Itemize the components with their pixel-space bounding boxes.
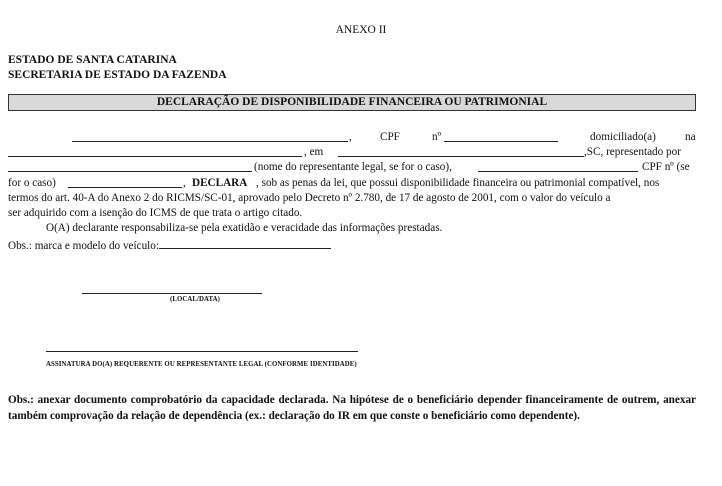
form-title: DECLARAÇÃO DE DISPONIBILIDADE FINANCEIRA OU PATRIMONIAL [8, 94, 696, 111]
signature-line[interactable] [46, 351, 358, 352]
city-field[interactable] [338, 146, 584, 157]
state-header: ESTADO DE SANTA CATARINA [8, 54, 177, 66]
declaration-line-6: ser adquirido com a isenção do ICMS de que trata o artigo citado. [8, 207, 303, 219]
em-label: , em [304, 146, 324, 158]
representative-cpf-field[interactable] [478, 161, 638, 172]
annex-title: ANEXO II [335, 24, 387, 36]
department-header: SECRETARIA DE ESTADO DA FAZENDA [8, 69, 227, 81]
declaration-text: , sob as penas da lei, que possui disponibilidade financeira ou patrimonial compatível, nos [256, 177, 660, 189]
cpf-label: CPF [380, 131, 400, 143]
footer-note: Obs.: anexar documento comprobatório da capacidade declarada. Na hipótese de o beneficiário depender financeiramente de outrem, anexar também comprovação da relação de dependência (ex.: declaração do IR em que conste o beneficiário como dependente). [8, 394, 696, 422]
signature-label: ASSINATURA DO(A) REQUERENTE OU REPRESENTANTE LEGAL (CONFORME IDENTIDADE) [46, 361, 357, 368]
in-label: na [685, 131, 696, 143]
if-applicable-label: for o caso) [8, 177, 56, 189]
number-label: nº [432, 131, 442, 143]
comma-text: , [349, 131, 352, 143]
declarant-name-field[interactable] [72, 131, 348, 142]
domiciled-label: domiciliado(a) [590, 131, 656, 143]
cpf-field[interactable] [444, 131, 558, 142]
declaration-line-5: termos do art. 40-A do Anexo 2 do RICMS/SC-01, aprovado pelo Decreto nº 2.780, de 17 de agosto de 2001, com o valor do veículo a [8, 192, 611, 204]
representative-cpf-continuation-field[interactable] [68, 177, 182, 188]
cpf-number-label: CPF nº (se [642, 161, 690, 173]
declara-label: DECLARA [192, 177, 248, 189]
comma-text: , [183, 177, 186, 189]
sc-representative-label: ,SC, representado por [584, 146, 681, 158]
representative-name-field[interactable] [8, 161, 252, 172]
vehicle-note-line [8, 238, 331, 252]
representative-note: (nome do representante legal, se for o caso), [254, 161, 452, 173]
address-field[interactable] [8, 146, 302, 157]
local-date-line[interactable] [82, 293, 262, 294]
vehicle-note-label: Obs.: marca e modelo do veículo: [8, 240, 159, 252]
vehicle-model-field[interactable] [159, 238, 331, 249]
responsibility-statement: O(A) declarante responsabiliza-se pela exatidão e veracidade das informações prestadas. [46, 222, 443, 234]
local-date-label: (LOCAL/DATA) [170, 296, 221, 303]
